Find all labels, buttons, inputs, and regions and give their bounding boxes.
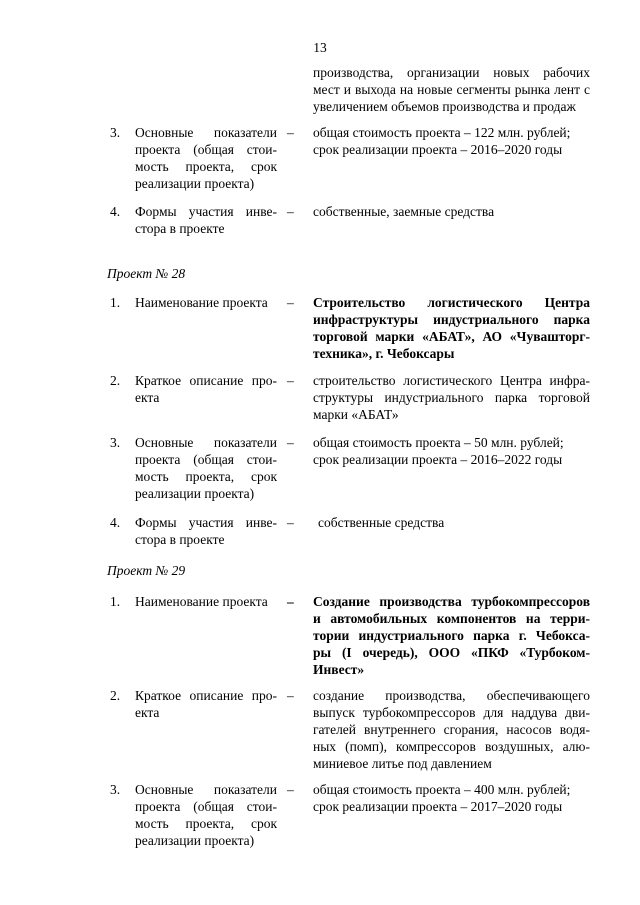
- item-number: 1.: [110, 295, 121, 310]
- item-value: Строительство логистического Центра инфраструктуры индустриального парка торговой марки «АБАТ», АО «Чувашторг- техника», г. Чебоксары: [313, 295, 590, 361]
- item-label: Основные показатели проекта (общая стои- мость проекта, срок реализации проекта): [135, 125, 277, 191]
- item-value: собственные, заемные средства: [313, 204, 495, 219]
- page-number: 13: [313, 40, 327, 55]
- item-dash: –: [287, 204, 294, 219]
- item-label: Формы участия инве- стора в проекте: [135, 204, 277, 236]
- item-value: общая стоимость проекта – 50 млн. рублей; срок реализации проекта – 2016–2022 годы: [313, 435, 564, 467]
- item-label: Формы участия инве- стора в проекте: [135, 515, 277, 547]
- item-value: Создание производства турбокомпрессоров и автомобильных компонентов на терри- тории индустриального парка г. Чебокса- ры (I очередь), ООО «ПКФ «Турбоком- Инвест»: [313, 594, 590, 677]
- item-dash: –: [287, 373, 294, 388]
- item-value: собственные средства: [318, 515, 445, 530]
- item-number: 4.: [110, 515, 121, 530]
- item-dash: –: [287, 515, 294, 530]
- item-dash: –: [287, 688, 294, 703]
- item-number: 2.: [110, 373, 121, 388]
- item-number: 3.: [110, 125, 121, 140]
- item-value: общая стоимость проекта – 400 млн. рублей; срок реализации проекта – 2017–2020 годы: [313, 782, 571, 814]
- item-label: Основные показатели проекта (общая стои- мость проекта, срок реализации проекта): [135, 435, 277, 501]
- item-number: 3.: [110, 435, 121, 450]
- item-number: 4.: [110, 204, 121, 219]
- item-label: Наименование проекта: [135, 295, 268, 310]
- item-dash: –: [287, 782, 294, 797]
- continuation-text: производства, организации новых рабочих мест и выхода на новые сегменты рынка лент с увеличением объемов производства и продаж: [313, 65, 590, 114]
- item-number: 2.: [110, 688, 121, 703]
- item-number: 3.: [110, 782, 121, 797]
- item-dash: –: [287, 594, 294, 609]
- item-number: 1.: [110, 594, 121, 609]
- item-value: общая стоимость проекта – 122 млн. рублей; срок реализации проекта – 2016–2020 годы: [313, 125, 571, 157]
- project-28-heading: Проект № 28: [107, 266, 186, 281]
- item-label: Наименование проекта: [135, 594, 268, 609]
- item-label: Основные показатели проекта (общая стои- мость проекта, срок реализации проекта): [135, 782, 277, 848]
- item-value: создание производства, обеспечивающего выпуск турбокомпрессоров для наддува дви- гателей внутреннего сгорания, насосов водя- ных (помп), компрессоров воздушных, алю- миниевое литье под давлением: [313, 688, 590, 771]
- item-dash: –: [287, 295, 294, 310]
- item-label: Краткое описание про- екта: [135, 688, 277, 720]
- item-value: строительство логистического Центра инфра- структуры индустриального парка торговой марки «АБАТ»: [313, 373, 590, 422]
- item-dash: –: [287, 125, 294, 140]
- item-label: Краткое описание про- екта: [135, 373, 277, 405]
- item-dash: –: [287, 435, 294, 450]
- project-29-heading: Проект № 29: [107, 563, 186, 578]
